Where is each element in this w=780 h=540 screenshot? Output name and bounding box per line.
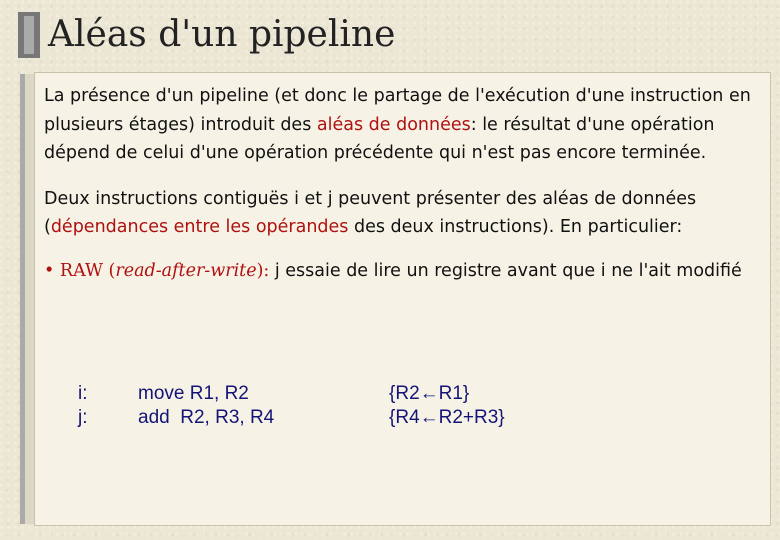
raw-label: RAW ( [59, 260, 116, 281]
code-label: i: [78, 383, 88, 404]
raw-text: j essaie de lire un registre avant que i ne l'ait modifié [269, 260, 742, 281]
raw-label-close: ): [256, 260, 270, 281]
slide-title: Aléas d'un pipeline [48, 14, 396, 55]
paragraph-1-highlight: aléas de données [316, 114, 471, 135]
paragraph-2-text-before: Deux instructions contiguës i et j peuvent présenter des aléas de données ( [44, 188, 697, 237]
paragraph-1 [44, 82, 759, 168]
code-label: j: [78, 407, 88, 428]
paragraph-1-text-before: La présence d'un pipeline (et donc le partage de l'exécution d'une instruction en plusieurs étages) introduit des [44, 86, 751, 135]
slide-body [44, 82, 759, 285]
paragraph-2-text-after: des deux instructions). En particulier: [348, 217, 683, 237]
raw-italic: read-after-write [115, 260, 257, 281]
code-effect: {R2←R1} [389, 383, 470, 404]
raw-item [44, 257, 759, 286]
paragraph-2 [44, 185, 759, 242]
raw-bullet: • [44, 260, 60, 281]
paragraph-1-text-after: : le résultat d'une opération dépend de celui d'une opération précédente qui n'est pas encore terminée. [44, 114, 715, 163]
title-accent-bar [18, 12, 44, 58]
code-instruction: add R2, R3, R4 [138, 407, 275, 428]
code-effect: {R4←R2+R3} [389, 407, 505, 428]
paragraph-2-highlight: dépendances entre les opérandes [50, 217, 349, 237]
code-instruction: move R1, R2 [138, 383, 249, 404]
